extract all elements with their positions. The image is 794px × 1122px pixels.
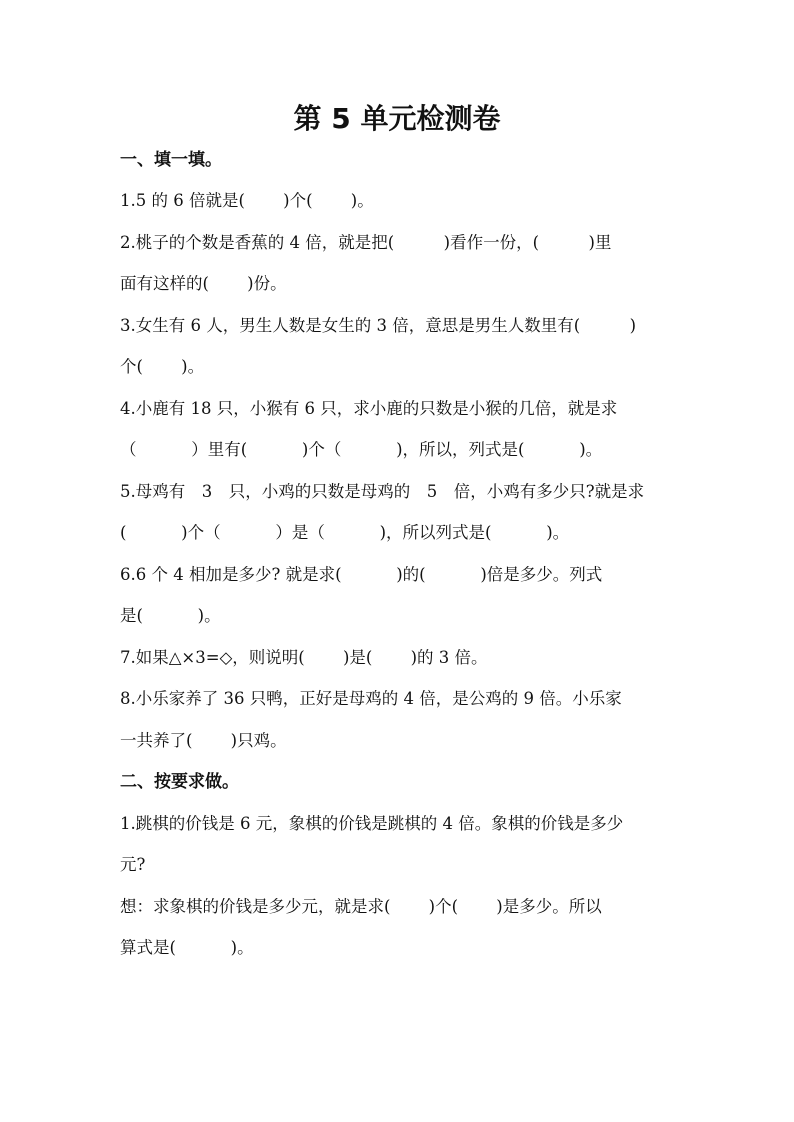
question-2-1-line3: 想：求象棋的价钱是多少元，就是求( )个( )是多少。所以 — [120, 897, 602, 916]
question-1-8-line2: 一共养了( )只鸡。 — [120, 731, 287, 750]
question-2-1-line4: 算式是( )。 — [120, 938, 254, 957]
section-1-heading: 一、填一填。 — [120, 150, 222, 170]
section-2-heading: 二、按要求做。 — [120, 772, 239, 792]
question-1-2-line2: 面有这样的( )份。 — [120, 274, 287, 293]
question-1-5-line1: 5.母鸡有 3 只，小鸡的只数是母鸡的 5 倍，小鸡有多少只?就是求 — [120, 482, 645, 501]
question-1-2-line1: 2.桃子的个数是香蕉的 4 倍，就是把( )看作一份，( )里 — [120, 233, 612, 252]
question-2-1-line2: 元? — [120, 855, 146, 874]
question-1-3-line2: 个( )。 — [120, 357, 205, 376]
question-1-4-line2: （ ）里有( )个（ )，所以，列式是( )。 — [120, 440, 603, 459]
question-1-6-line1: 6.6 个 4 相加是多少? 就是求( )的( )倍是多少。列式 — [120, 565, 603, 584]
question-1-5-line2: ( )个（ ）是（ )，所以列式是( )。 — [120, 523, 570, 542]
page-title: 第 5 单元检测卷 — [293, 102, 501, 135]
question-1-4-line1: 4.小鹿有 18 只，小猴有 6 只，求小鹿的只数是小猴的几倍，就是求 — [120, 399, 618, 418]
question-1-8-line1: 8.小乐家养了 36 只鸭，正好是母鸡的 4 倍，是公鸡的 9 倍。小乐家 — [120, 689, 622, 708]
question-1-1: 1.5 的 6 倍就是( )个( )。 — [120, 191, 374, 210]
question-2-1-line1: 1.跳棋的价钱是 6 元，象棋的价钱是跳棋的 4 倍。象棋的价钱是多少 — [120, 814, 624, 833]
question-1-7: 7.如果△×3=◇，则说明( )是( )的 3 倍。 — [120, 648, 488, 667]
question-1-6-line2: 是( )。 — [120, 606, 221, 625]
question-1-3-line1: 3.女生有 6 人，男生人数是女生的 3 倍，意思是男生人数里有( ) — [120, 316, 637, 335]
